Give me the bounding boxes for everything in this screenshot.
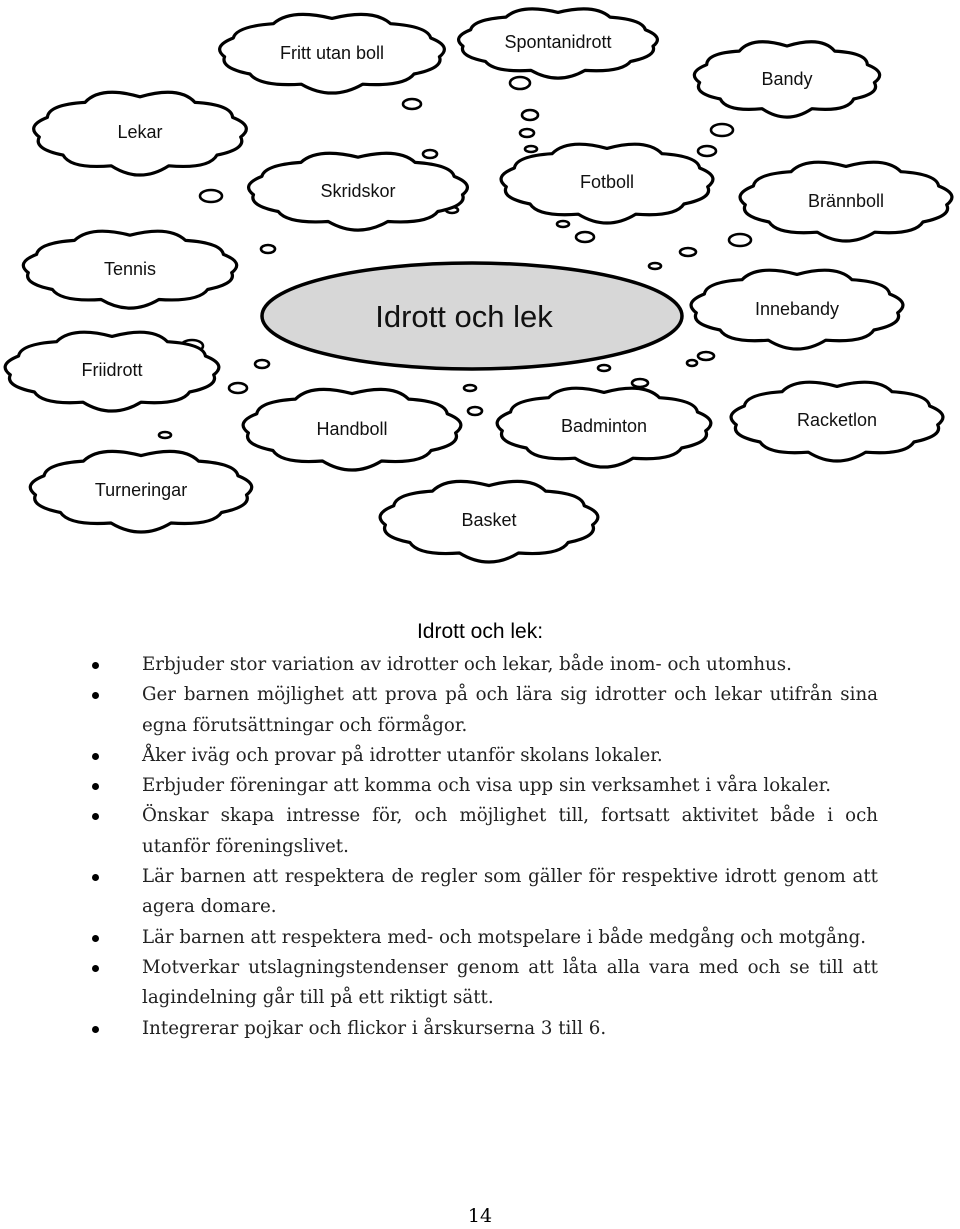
bullet-text: Erbjuder stor variation av idrotter och lekar, både inom- och utomhus.	[142, 654, 792, 675]
thought-bubble	[403, 99, 421, 109]
bullet-icon	[92, 965, 99, 972]
thought-bubble	[598, 365, 610, 371]
center-node	[262, 263, 682, 369]
thought-bubble	[680, 248, 696, 256]
cloud-node	[220, 14, 445, 93]
bullet-item	[90, 650, 878, 680]
mind-map	[0, 0, 960, 590]
thought-bubble	[522, 110, 538, 120]
page-number: 14	[467, 1205, 493, 1227]
bullet-item	[90, 953, 878, 1014]
bullet-icon	[92, 1026, 99, 1033]
bullet-icon	[92, 662, 99, 669]
bullet-item	[90, 680, 878, 741]
thought-bubble	[255, 360, 269, 368]
cloud-node	[691, 270, 903, 349]
bullet-text: Ger barnen möjlighet att prova på och lära sig idrotter och lekar utifrån sina egna förutsättningar och förmågor.	[142, 684, 878, 736]
cloud-node	[23, 231, 236, 308]
bullet-text: Motverkar utslagningstendenser genom att låta alla vara med och se till att lagindelning går till på ett riktigt sätt.	[142, 956, 878, 1009]
center-label: Idrott och lek	[375, 299, 553, 334]
cloud-label: Tennis	[103, 259, 157, 279]
section-heading: Idrott och lek:	[416, 620, 544, 643]
cloud-label: Handboll	[316, 419, 388, 439]
cloud-node	[380, 481, 598, 562]
bullet-text: Önskar skapa intresse för, och möjlighet till, fortsatt aktivitet både i och utanför föreningslivet.	[142, 805, 878, 857]
bullet-icon	[92, 692, 99, 699]
thought-bubble	[423, 150, 437, 158]
thought-bubble	[698, 352, 714, 360]
bullet-item	[90, 771, 878, 801]
thought-bubble	[261, 245, 275, 253]
cloud-node	[459, 9, 658, 78]
bullet-icon	[92, 813, 99, 820]
bullet-item	[90, 741, 878, 771]
thought-bubble	[464, 385, 476, 391]
bullet-text: Integrerar pojkar och flickor i årskurserna 3 till 6.	[142, 1017, 607, 1039]
bullet-icon	[92, 753, 99, 760]
bullet-icon	[92, 935, 99, 942]
cloud-node	[243, 389, 461, 470]
cloud-label: Badminton	[560, 416, 648, 436]
thought-bubble	[698, 146, 716, 156]
cloud-node	[694, 42, 879, 117]
thought-bubble	[687, 360, 697, 366]
cloud-label: Brännboll	[807, 191, 885, 211]
cloud-node	[501, 144, 713, 223]
thought-bubble	[525, 146, 537, 152]
cloud-label: Basket	[461, 510, 517, 530]
thought-bubble	[159, 432, 171, 438]
cloud-label: Fotboll	[579, 172, 635, 192]
cloud-label: Innebandy	[754, 299, 840, 319]
cloud-label: Lekar	[117, 122, 163, 142]
cloud-label: Skridskor	[320, 181, 396, 201]
cloud-node	[731, 382, 943, 461]
cloud-label: Bandy	[761, 69, 813, 89]
thought-bubble	[557, 221, 569, 227]
cloud-node	[497, 388, 711, 467]
thought-bubble	[510, 77, 530, 89]
cloud-node	[740, 162, 952, 241]
cloud-label: Turneringar	[94, 480, 188, 500]
bullet-text: Erbjuder föreningar att komma och visa upp sin verksamhet i våra lokaler.	[142, 775, 832, 797]
bullet-item	[90, 1014, 878, 1044]
bullet-item	[90, 923, 878, 953]
bullet-icon	[92, 874, 99, 881]
bullet-text: Åker iväg och provar på idrotter utanför skolans lokaler.	[142, 744, 663, 766]
thought-bubble	[711, 124, 733, 136]
cloud-node	[249, 153, 468, 230]
cloud-label: Racketlon	[796, 410, 878, 430]
bullet-text: Lär barnen att respektera med- och motspelare i både medgång och motgång.	[142, 926, 867, 948]
bullet-text: Lär barnen att respektera de regler som gäller för respektive idrott genom att agera domare.	[142, 866, 878, 918]
bullet-icon	[92, 783, 99, 790]
thought-bubble	[468, 407, 482, 415]
thought-bubble	[576, 232, 594, 242]
cloud-label: Fritt utan boll	[279, 43, 385, 63]
bullet-item	[90, 862, 878, 923]
thought-bubble	[229, 383, 247, 393]
thought-bubble	[632, 379, 648, 387]
cloud-node	[34, 92, 247, 175]
cloud-node	[5, 332, 219, 411]
thought-bubble	[729, 234, 751, 246]
cloud-label: Friidrott	[81, 360, 143, 380]
thought-bubble	[520, 129, 534, 137]
thought-bubble	[649, 263, 661, 269]
cloud-node	[30, 451, 251, 532]
bullet-item	[90, 801, 878, 862]
cloud-label: Spontanidrott	[504, 32, 612, 52]
bullet-list	[90, 650, 878, 1044]
thought-bubble	[200, 190, 222, 202]
